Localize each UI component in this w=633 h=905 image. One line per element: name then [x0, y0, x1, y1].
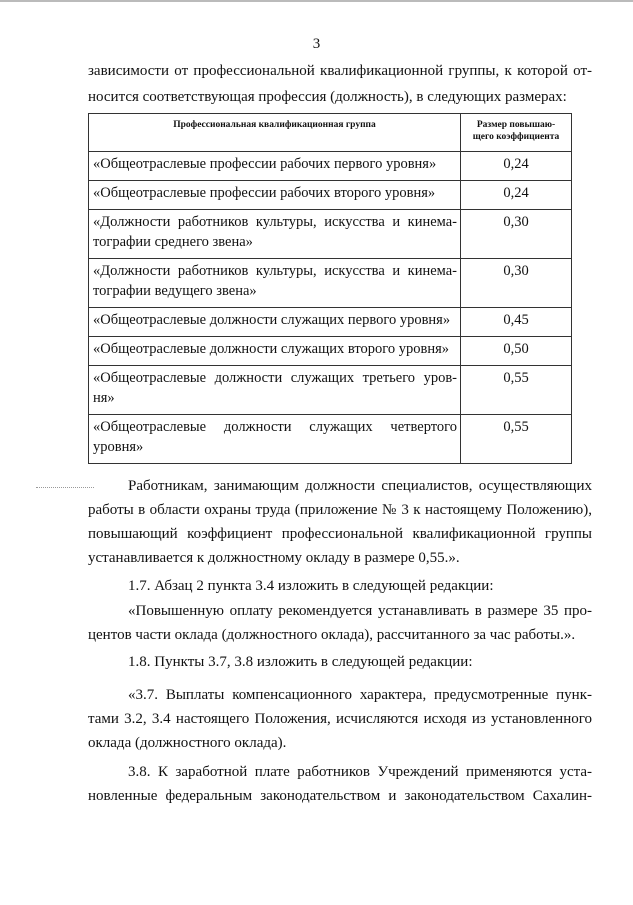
qualification-group-cell: [89, 210, 461, 259]
coefficient-value-cell: 0,24: [461, 152, 572, 181]
table-row: [89, 152, 572, 181]
text-line: «Повышенную оплату рекомендуется устанавливать в размере 35 про-: [128, 603, 592, 619]
qualification-group-text: тографии среднего звена»: [93, 234, 253, 250]
text-line: тами 3.2, 3.4 настоящего Положения, исчисляются исходя из установленного: [88, 711, 592, 727]
header-coef-line: Размер повышаю-: [476, 120, 556, 130]
paragraph-1-8: 1.8. Пункты 3.7, 3.8 изложить в следующей редакции:: [128, 654, 473, 670]
coefficient-value-cell: 0,50: [461, 337, 572, 366]
coefficient-value-cell: 0,55: [461, 415, 572, 464]
paragraph-3-7: [88, 683, 592, 755]
qualification-group-text: «Общеотраслевые должности служащих четвертого: [93, 419, 457, 435]
qualification-group-text: «Общеотраслевые профессии рабочих второго уровня»: [93, 185, 436, 201]
header-coef-line: щего коэффициента: [472, 132, 560, 142]
intro-paragraph: [88, 58, 592, 110]
intro-line: зависимости от профессиональной квалификационной группы, к которой от-: [88, 63, 592, 79]
qualification-group-cell: [89, 366, 461, 415]
text-line: «3.7. Выплаты компенсационного характера, предусмотренные пунк-: [128, 687, 592, 703]
coefficient-value-cell: 0,30: [461, 259, 572, 308]
table-row: [89, 181, 572, 210]
paragraph-1-7: 1.7. Абзац 2 пункта 3.4 изложить в следующей редакции:: [128, 578, 494, 594]
table-header-row: [89, 114, 572, 152]
qualification-group-cell: [89, 308, 461, 337]
coefficient-value-cell: 0,24: [461, 181, 572, 210]
qualification-group-text: «Общеотраслевые должности служащих второго уровня»: [93, 341, 450, 357]
table-row: [89, 337, 572, 366]
qualification-group-text: «Общеотраслевые должности служащих третьего уров-: [93, 370, 457, 386]
paragraph-3-8: [88, 760, 592, 808]
header-coefficient: [461, 114, 572, 152]
text-line: Работникам, занимающим должности специалистов, осуществляющих: [128, 478, 592, 494]
margin-dots: [36, 487, 94, 488]
qualification-group-text: «Общеотраслевые профессии рабочих первого уровня»: [93, 156, 437, 172]
qualification-group-cell: [89, 259, 461, 308]
qualification-group-text: «Должности работников культуры, искусства и кинема-: [93, 214, 457, 230]
coefficient-table: [88, 113, 572, 464]
qualification-group-text: тографии ведущего звена»: [93, 283, 257, 299]
qualification-group-text: «Общеотраслевые должности служащих первого уровня»: [93, 312, 451, 328]
page-number: 3: [312, 36, 321, 52]
text-line: 3.8. К заработной плате работников Учреждений применяются уста-: [128, 764, 592, 780]
qualification-group-cell: [89, 337, 461, 366]
top-border-line: [0, 0, 633, 2]
paragraph-labor-safety: [88, 474, 592, 570]
coefficient-value-cell: 0,55: [461, 366, 572, 415]
header-group: Профессиональная квалификационная группа: [89, 114, 461, 152]
text-line: центов части оклада (должностного оклада), рассчитанного за час работы.».: [88, 627, 576, 643]
qualification-group-text: уровня»: [93, 439, 144, 455]
coefficient-value-cell: 0,30: [461, 210, 572, 259]
qualification-group-cell: [89, 415, 461, 464]
text-line: устанавливается к должностному окладу в размере 0,55.».: [88, 550, 460, 566]
qualification-group-cell: [89, 181, 461, 210]
table-row: [89, 308, 572, 337]
text-line: новленные федеральным законодательством и законодательством Сахалин-: [88, 788, 592, 804]
table-row: [89, 366, 572, 415]
table-row: [89, 210, 572, 259]
coefficient-value-cell: 0,45: [461, 308, 572, 337]
table-row: [89, 415, 572, 464]
text-line: оклада (должностного оклада).: [88, 735, 287, 751]
qualification-group-cell: [89, 152, 461, 181]
intro-line: носится соответствующая профессия (должность), в следующих размерах:: [88, 89, 567, 105]
text-line: работы в области охраны труда (приложение № 3 к настоящему Положению),: [88, 502, 592, 518]
qualification-group-text: ня»: [93, 390, 115, 406]
table-row: [89, 259, 572, 308]
text-line: повышающий коэффициент профессиональной квалификационной группы: [88, 526, 592, 542]
qualification-group-text: «Должности работников культуры, искусства и кинема-: [93, 263, 457, 279]
paragraph-overtime: [88, 599, 592, 647]
